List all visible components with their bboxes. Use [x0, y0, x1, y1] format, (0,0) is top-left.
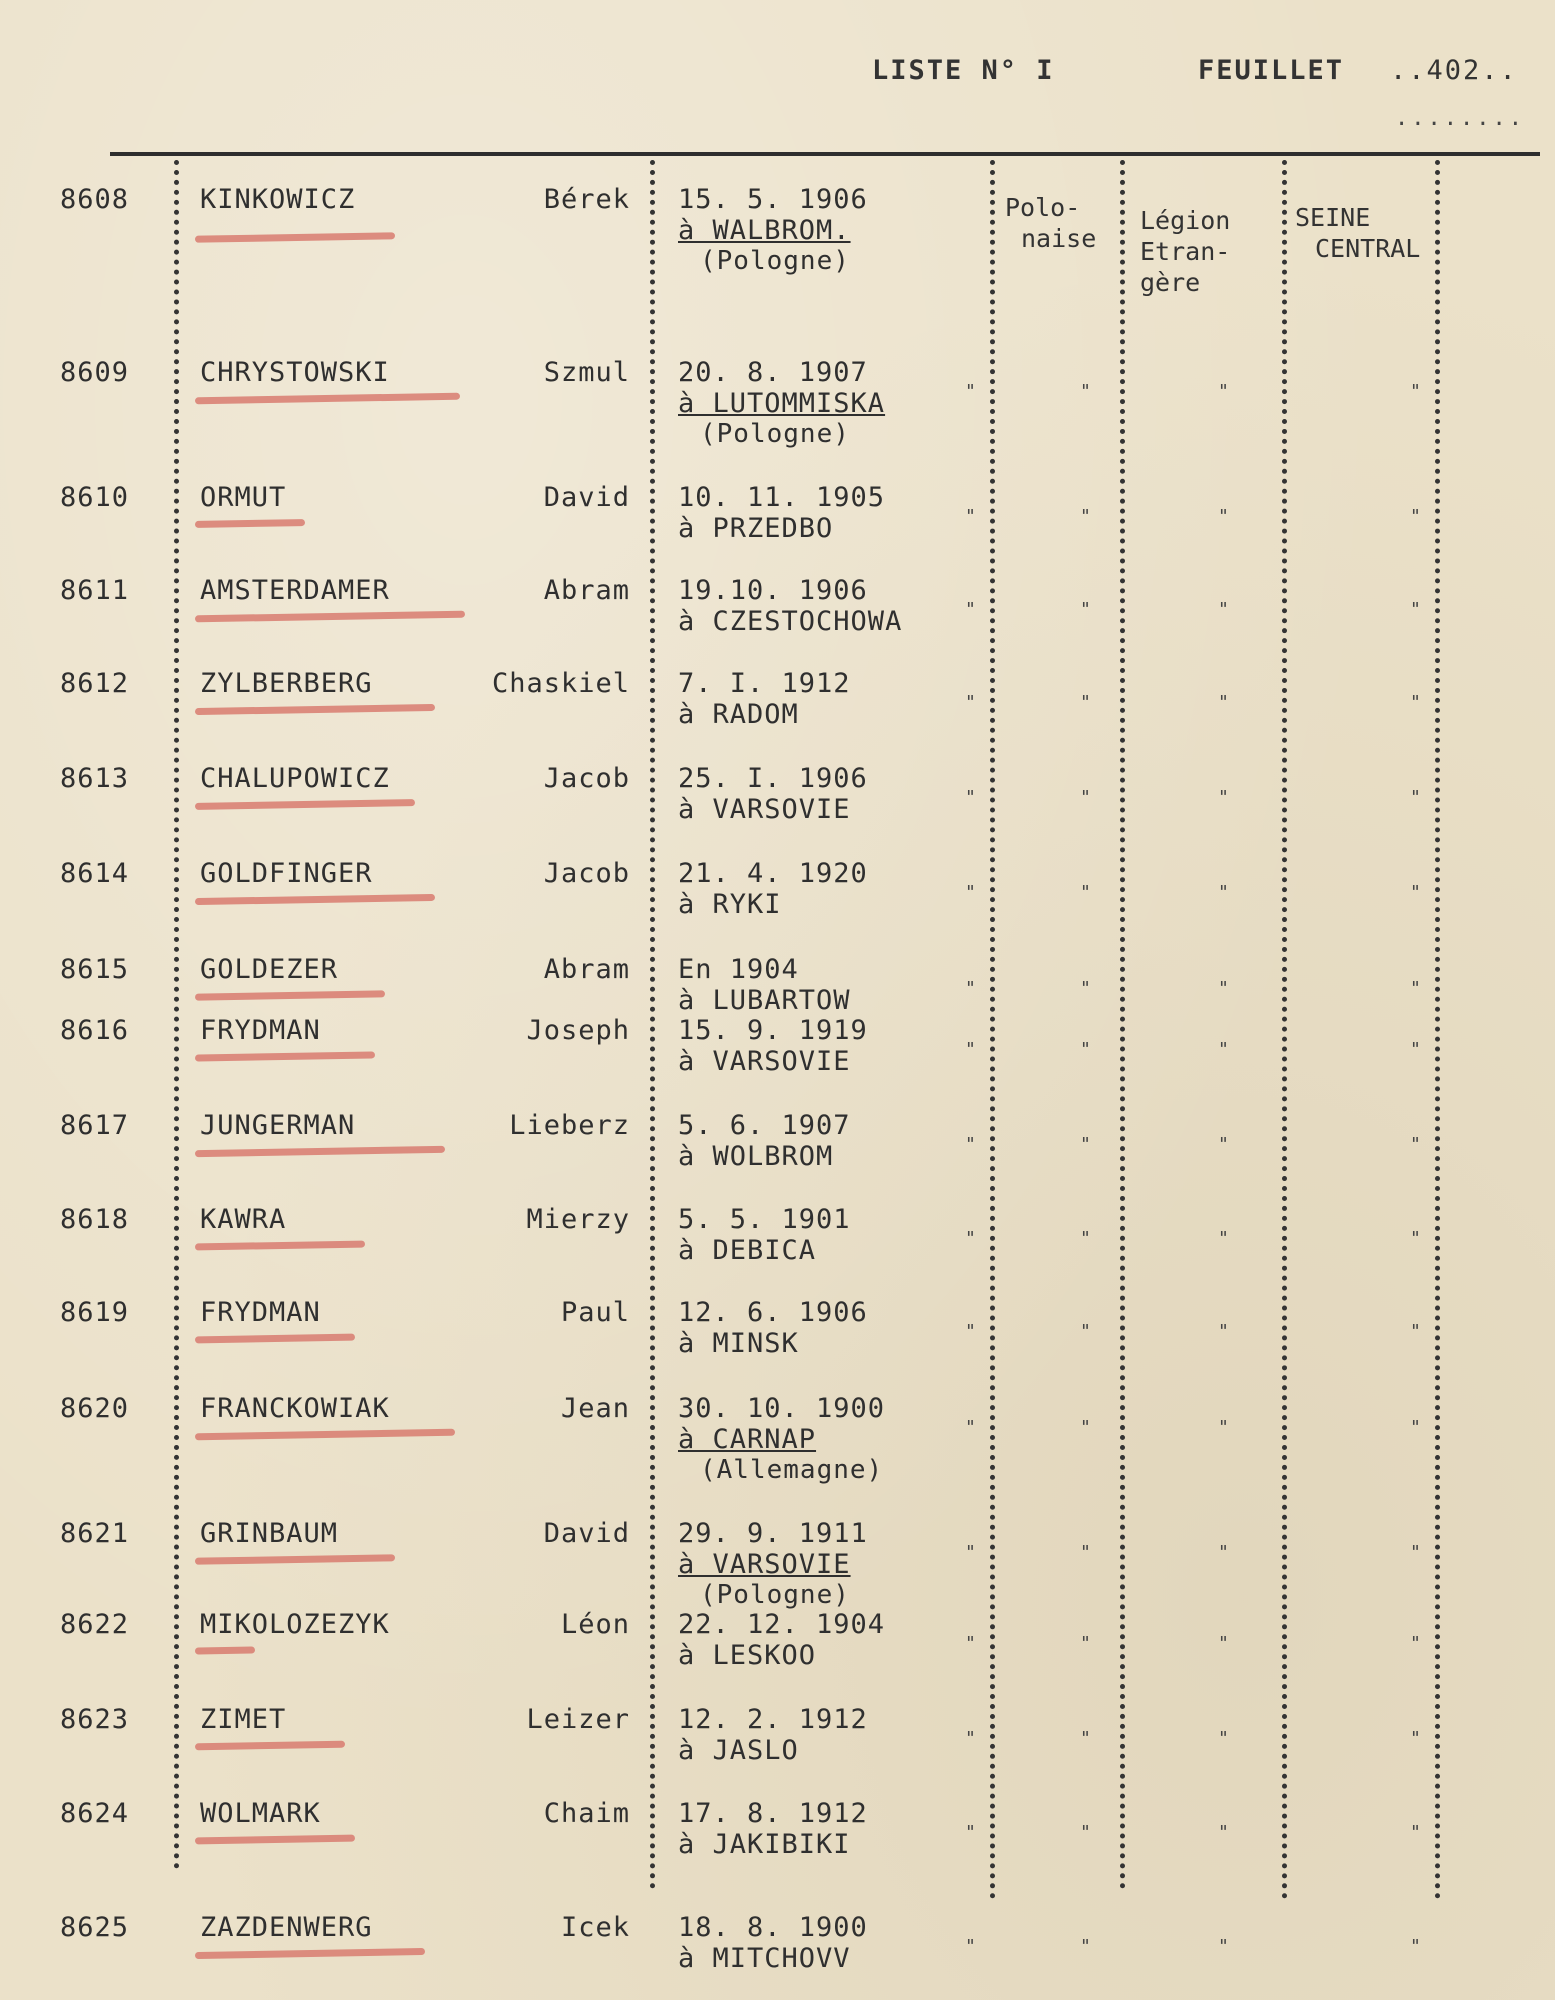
table-row [0, 1297, 1555, 1359]
ditto-mark: " [1410, 787, 1421, 808]
ditto-mark: " [1410, 1321, 1421, 1342]
first-name: Szmul [543, 357, 630, 388]
first-name: Leizer [526, 1704, 630, 1735]
ditto-mark: " [1080, 381, 1091, 402]
unit-head: Légion Etran- gère [1140, 206, 1231, 297]
ditto-mark: " [1218, 1633, 1229, 1654]
ditto-mark: " [1080, 599, 1091, 620]
ditto-mark: " [965, 882, 976, 903]
first-name: Chaim [543, 1798, 630, 1829]
ditto-mark: " [1080, 787, 1091, 808]
ditto-mark: " [1218, 692, 1229, 713]
first-name: David [543, 1518, 630, 1549]
birth-place: à MITCHOVV [678, 1943, 851, 1974]
surname: JUNGERMAN [200, 1110, 356, 1141]
table-row [0, 482, 1555, 544]
birth-place: à RYKI [678, 889, 782, 920]
birth-date: 12. 2. 1912 [678, 1704, 868, 1735]
header-dots: ........ [1395, 106, 1525, 131]
record-number: 8609 [60, 357, 130, 388]
surname: KAWRA [200, 1204, 287, 1235]
birth-place: à JAKIBIKI [678, 1829, 851, 1860]
ditto-mark: " [1218, 1039, 1229, 1060]
birth-place: à WALBROM. [678, 215, 851, 246]
red-pencil-mark [195, 611, 465, 623]
table-row [0, 1204, 1555, 1266]
birth-date: 7. I. 1912 [678, 668, 851, 699]
birth-date: 18. 8. 1900 [678, 1912, 868, 1943]
surname: ZAZDENWERG [200, 1912, 373, 1943]
ditto-mark: " [1410, 1417, 1421, 1438]
record-number: 8622 [60, 1609, 130, 1640]
ditto-mark: " [965, 978, 976, 999]
ditto-mark: " [965, 506, 976, 527]
surname: FRANCKOWIAK [200, 1393, 390, 1424]
surname: CHRYSTOWSKI [200, 357, 390, 388]
ditto-mark: " [1410, 1936, 1421, 1957]
ditto-mark: " [1410, 882, 1421, 903]
birth-place: à LUBARTOW [678, 985, 851, 1016]
ditto-mark: " [1410, 599, 1421, 620]
ditto-mark: " [1218, 978, 1229, 999]
red-pencil-mark [195, 1554, 395, 1564]
record-number: 8610 [60, 482, 130, 513]
ditto-mark: " [1080, 1936, 1091, 1957]
first-name: Jacob [543, 858, 630, 889]
record-number: 8619 [60, 1297, 130, 1328]
birth-place: à LUTOMMISKA [678, 388, 886, 419]
ditto-mark: " [965, 1633, 976, 1654]
red-pencil-mark [195, 1051, 375, 1061]
red-pencil-mark [195, 1835, 355, 1845]
table-row [0, 357, 1555, 449]
birth-place: à PRZEDBO [678, 513, 834, 544]
birth-date: 5. 5. 1901 [678, 1204, 851, 1235]
birth-place: à LESKOO [678, 1640, 817, 1671]
ditto-mark: " [1218, 1728, 1229, 1749]
ditto-mark: " [965, 1822, 976, 1843]
ditto-mark: " [965, 787, 976, 808]
ditto-mark: " [965, 1321, 976, 1342]
header-rule [110, 152, 1540, 156]
table-row [0, 1518, 1555, 1610]
record-number: 8621 [60, 1518, 130, 1549]
surname: WOLMARK [200, 1798, 321, 1829]
surname: FRYDMAN [200, 1297, 321, 1328]
red-pencil-mark [195, 1429, 455, 1441]
column-separator [1435, 160, 1440, 1900]
ditto-mark: " [1218, 599, 1229, 620]
red-pencil-mark [195, 1741, 345, 1751]
birth-date: 21. 4. 1920 [678, 858, 868, 889]
table-row [0, 1015, 1555, 1077]
red-pencil-mark [195, 393, 460, 405]
surname: GRINBAUM [200, 1518, 339, 1549]
birth-country: (Allemagne) [700, 1455, 884, 1485]
birth-date: En 1904 [678, 954, 799, 985]
red-pencil-mark [195, 1146, 445, 1157]
ditto-mark: " [1410, 1633, 1421, 1654]
table-row [0, 668, 1555, 730]
ditto-mark: " [1080, 1542, 1091, 1563]
red-pencil-mark [195, 1646, 255, 1654]
red-pencil-mark [195, 1948, 425, 1959]
depot-head: SEINE CENTRAL [1295, 203, 1421, 263]
birth-date: 10. 11. 1905 [678, 482, 886, 513]
birth-place: à VARSOVIE [678, 794, 851, 825]
birth-place: à RADOM [678, 699, 799, 730]
table-row [0, 1798, 1555, 1860]
red-pencil-mark [195, 894, 435, 905]
ditto-mark: " [1218, 1321, 1229, 1342]
red-pencil-mark [195, 799, 415, 810]
ditto-mark: " [965, 1134, 976, 1155]
red-pencil-mark [195, 519, 305, 528]
ditto-mark: " [965, 599, 976, 620]
ditto-mark: " [1410, 1134, 1421, 1155]
record-number: 8623 [60, 1704, 130, 1735]
ditto-mark: " [1080, 1822, 1091, 1843]
ditto-mark: " [1218, 787, 1229, 808]
column-separator [990, 160, 995, 1900]
ditto-mark: " [1080, 1633, 1091, 1654]
ditto-mark: " [1218, 1134, 1229, 1155]
ditto-mark: " [1218, 1228, 1229, 1249]
ditto-mark: " [1410, 978, 1421, 999]
sheet-number: ..402.. [1390, 55, 1518, 86]
surname: MIKOLOZEZYK [200, 1609, 390, 1640]
birth-place: à CZESTOCHOWA [678, 606, 903, 637]
ditto-mark: " [1218, 1542, 1229, 1563]
birth-date: 15. 9. 1919 [678, 1015, 868, 1046]
ditto-mark: " [1410, 1228, 1421, 1249]
surname: ZIMET [200, 1704, 287, 1735]
table-row [0, 1704, 1555, 1766]
ditto-mark: " [1410, 506, 1421, 527]
ditto-mark: " [1080, 1321, 1091, 1342]
table-row [0, 1609, 1555, 1671]
record-number: 8615 [60, 954, 130, 985]
first-name: Icek [560, 1912, 630, 1943]
ditto-mark: " [965, 1417, 976, 1438]
red-pencil-mark [195, 1241, 365, 1251]
record-number: 8625 [60, 1912, 130, 1943]
birth-date: 15. 5. 1906 [678, 184, 868, 215]
first-name: Jacob [543, 763, 630, 794]
nationality-head: Polo- naise [1005, 193, 1097, 253]
first-name: Mierzy [526, 1204, 630, 1235]
birth-place: à MINSK [678, 1328, 799, 1359]
first-name: Jean [560, 1393, 630, 1424]
birth-date: 19.10. 1906 [678, 575, 868, 606]
ditto-mark: " [1080, 978, 1091, 999]
table-row [0, 1912, 1555, 1974]
ditto-mark: " [1080, 1134, 1091, 1155]
table-row [0, 575, 1555, 637]
birth-date: 20. 8. 1907 [678, 357, 868, 388]
first-name: Abram [543, 954, 630, 985]
record-number: 8614 [60, 858, 130, 889]
ditto-mark: " [965, 1228, 976, 1249]
ditto-mark: " [1080, 882, 1091, 903]
first-name: Léon [560, 1609, 630, 1640]
birth-date: 30. 10. 1900 [678, 1393, 886, 1424]
table-row [0, 763, 1555, 825]
ditto-mark: " [965, 1542, 976, 1563]
birth-date: 29. 9. 1911 [678, 1518, 868, 1549]
birth-date: 12. 6. 1906 [678, 1297, 868, 1328]
birth-date: 22. 12. 1904 [678, 1609, 886, 1640]
list-title: LISTE N° I [872, 55, 1055, 86]
birth-date: 17. 8. 1912 [678, 1798, 868, 1829]
ditto-mark: " [1410, 1039, 1421, 1060]
ditto-mark: " [965, 692, 976, 713]
ditto-mark: " [965, 1039, 976, 1060]
surname: ORMUT [200, 482, 287, 513]
ditto-mark: " [1218, 1417, 1229, 1438]
ditto-mark: " [1218, 1822, 1229, 1843]
record-number: 8617 [60, 1110, 130, 1141]
ditto-mark: " [1410, 1822, 1421, 1843]
table-row [0, 1393, 1555, 1485]
surname: KINKOWICZ [200, 184, 356, 215]
surname: ZYLBERBERG [200, 668, 373, 699]
surname: GOLDEZER [200, 954, 339, 985]
surname: FRYDMAN [200, 1015, 321, 1046]
surname: AMSTERDAMER [200, 575, 390, 606]
ditto-mark: " [1080, 1039, 1091, 1060]
surname: GOLDFINGER [200, 858, 373, 889]
ditto-mark: " [965, 1936, 976, 1957]
birth-date: 5. 6. 1907 [678, 1110, 851, 1141]
ditto-mark: " [1218, 506, 1229, 527]
ditto-mark: " [1410, 1728, 1421, 1749]
birth-place: à WOLBROM [678, 1141, 834, 1172]
record-number: 8624 [60, 1798, 130, 1829]
red-pencil-mark [195, 990, 385, 1000]
first-name: Paul [560, 1297, 630, 1328]
column-separator [1120, 160, 1125, 1890]
birth-country: (Pologne) [700, 419, 850, 449]
ditto-mark: " [1410, 692, 1421, 713]
table-row [0, 858, 1555, 920]
first-name: Abram [543, 575, 630, 606]
birth-place: à VARSOVIE [678, 1549, 851, 1580]
column-separator [650, 160, 655, 1890]
sheet-label: FEUILLET [1198, 55, 1345, 86]
first-name: David [543, 482, 630, 513]
ditto-mark: " [1080, 1728, 1091, 1749]
surname: CHALUPOWICZ [200, 763, 390, 794]
birth-country: (Pologne) [700, 1580, 850, 1610]
first-name: Chaskiel [491, 668, 630, 699]
record-number: 8616 [60, 1015, 130, 1046]
table-row [0, 954, 1555, 1016]
ditto-mark: " [1080, 1228, 1091, 1249]
table-row [0, 1110, 1555, 1172]
ditto-mark: " [965, 381, 976, 402]
record-number: 8618 [60, 1204, 130, 1235]
red-pencil-mark [195, 232, 395, 242]
record-number: 8612 [60, 668, 130, 699]
record-number: 8620 [60, 1393, 130, 1424]
column-separator [1282, 160, 1287, 1900]
ditto-mark: " [1080, 506, 1091, 527]
first-name: Bérek [543, 184, 630, 215]
ditto-mark: " [1410, 381, 1421, 402]
ditto-mark: " [1410, 1542, 1421, 1563]
record-number: 8613 [60, 763, 130, 794]
birth-place: à DEBICA [678, 1235, 817, 1266]
first-name: Joseph [526, 1015, 630, 1046]
ditto-mark: " [1080, 692, 1091, 713]
birth-place: à JASLO [678, 1735, 799, 1766]
red-pencil-mark [195, 704, 435, 715]
red-pencil-mark [195, 1334, 355, 1344]
record-number: 8611 [60, 575, 130, 606]
record-number: 8608 [60, 184, 130, 215]
ditto-mark: " [1218, 381, 1229, 402]
ditto-mark: " [965, 1728, 976, 1749]
first-name: Lieberz [509, 1110, 630, 1141]
birth-country: (Pologne) [700, 246, 850, 276]
birth-date: 25. I. 1906 [678, 763, 868, 794]
ditto-mark: " [1218, 882, 1229, 903]
ditto-mark: " [1218, 1936, 1229, 1957]
birth-place: à VARSOVIE [678, 1046, 851, 1077]
ditto-mark: " [1080, 1417, 1091, 1438]
birth-place: à CARNAP [678, 1424, 817, 1455]
